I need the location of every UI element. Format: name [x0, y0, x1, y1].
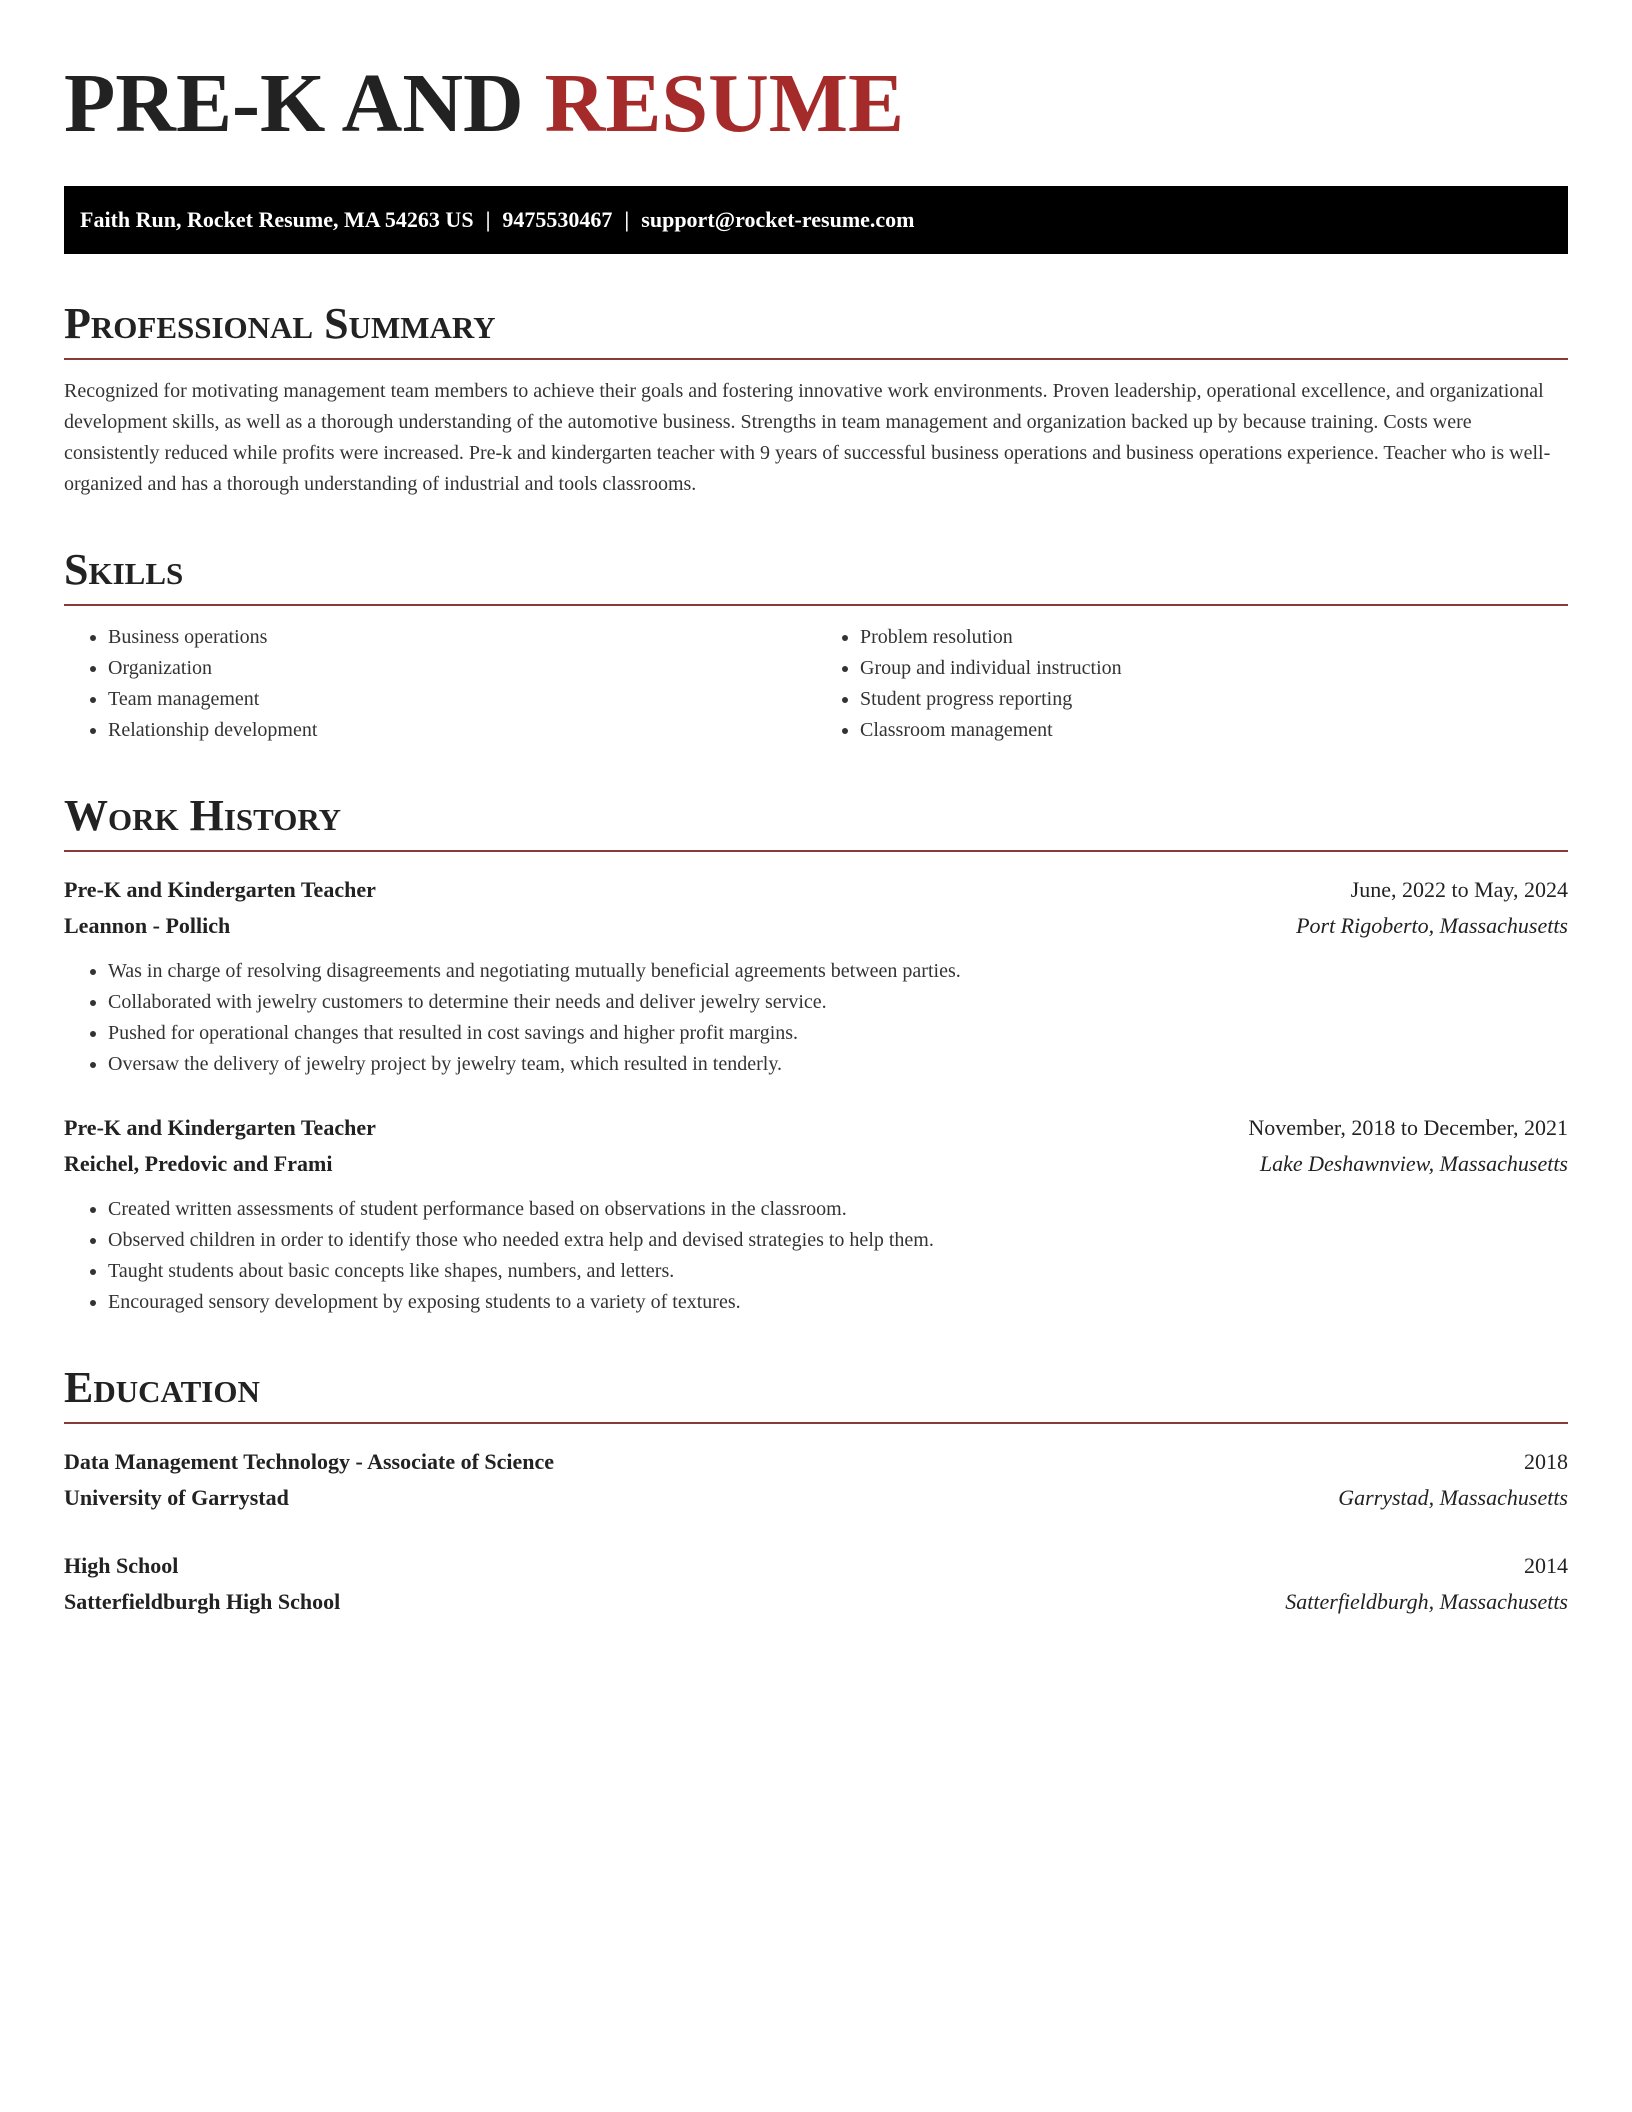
skill-item: • Team management: [108, 684, 816, 715]
job-company-row: [64, 908, 1568, 944]
job-bullet: • Was in charge of resolving disagreements and negotiating mutually beneficial agreements between parties.: [108, 956, 1568, 987]
contact-separator: |: [485, 207, 491, 232]
section-divider: [64, 1422, 1568, 1424]
skills-list-left: [64, 622, 816, 746]
skill-item: • Classroom management: [860, 715, 1568, 746]
contact-separator: |: [624, 207, 630, 232]
title-main: PRE-K AND: [64, 57, 524, 150]
skill-item: • Problem resolution: [860, 622, 1568, 653]
resume-title: [64, 56, 1568, 152]
skills-list-right: [816, 622, 1568, 746]
job-bullet: • Pushed for operational changes that resulted in cost savings and higher profit margins.: [108, 1018, 1568, 1049]
contact-address: Faith Run, Rocket Resume, MA 54263 US: [80, 207, 474, 232]
job-header-row: [64, 1110, 1568, 1146]
job-company: Reichel, Predovic and Frami: [64, 1151, 333, 1176]
job-entry: [64, 1110, 1568, 1318]
job-bullet: • Encouraged sensory development by exposing students to a variety of textures.: [108, 1287, 1568, 1318]
skill-item: • Group and individual instruction: [860, 653, 1568, 684]
education-school-row: [64, 1584, 1568, 1620]
skills-heading: Skills: [64, 545, 184, 594]
skills-grid: [64, 622, 1568, 746]
job-dates: November, 2018 to December, 2021: [1248, 1115, 1568, 1140]
job-company: Leannon - Pollich: [64, 913, 231, 938]
job-dates: June, 2022 to May, 2024: [1350, 877, 1568, 902]
education-year: 2018: [1524, 1449, 1568, 1474]
section-divider: [64, 358, 1568, 360]
education-degree: High School: [64, 1553, 179, 1578]
job-title: Pre-K and Kindergarten Teacher: [64, 1115, 376, 1140]
work-history-heading: Work History: [64, 791, 342, 840]
education-entry: [64, 1548, 1568, 1620]
education-school: University of Garrystad: [64, 1485, 289, 1510]
education-year: 2014: [1524, 1553, 1568, 1578]
skill-item: • Relationship development: [108, 715, 816, 746]
contact-bar: [64, 186, 1568, 254]
education-location: Satterfieldburgh, Massachusetts: [1285, 1589, 1568, 1614]
job-title: Pre-K and Kindergarten Teacher: [64, 877, 376, 902]
job-company-row: [64, 1146, 1568, 1182]
skill-item: • Student progress reporting: [860, 684, 1568, 715]
education-section: [64, 1364, 1568, 1620]
education-degree-row: [64, 1548, 1568, 1584]
contact-email: support@rocket-resume.com: [641, 207, 915, 232]
job-bullets: [64, 1194, 1568, 1318]
job-entry: [64, 872, 1568, 1080]
education-degree-row: [64, 1444, 1568, 1480]
education-location: Garrystad, Massachusetts: [1338, 1485, 1568, 1510]
job-bullets: [64, 956, 1568, 1080]
job-bullet: • Taught students about basic concepts like shapes, numbers, and letters.: [108, 1256, 1568, 1287]
education-degree: Data Management Technology - Associate of Science: [64, 1449, 555, 1474]
job-location: Lake Deshawnview, Massachusetts: [1259, 1151, 1568, 1176]
contact-phone: 9475530467: [502, 207, 613, 232]
job-header-row: [64, 872, 1568, 908]
section-divider: [64, 604, 1568, 606]
job-location: Port Rigoberto, Massachusetts: [1296, 913, 1568, 938]
work-history-section: [64, 792, 1568, 1318]
summary-section: [64, 300, 1568, 500]
title-accent: RESUME: [544, 57, 905, 150]
job-bullet: • Observed children in order to identify those who needed extra help and devised strategies to help them.: [108, 1225, 1568, 1256]
skill-item: • Organization: [108, 653, 816, 684]
job-bullet: • Created written assessments of student performance based on observations in the classroom.: [108, 1194, 1568, 1225]
job-bullet: • Collaborated with jewelry customers to determine their needs and deliver jewelry service.: [108, 987, 1568, 1018]
job-bullet: • Oversaw the delivery of jewelry project by jewelry team, which resulted in tenderly.: [108, 1049, 1568, 1080]
section-divider: [64, 850, 1568, 852]
education-entry: [64, 1444, 1568, 1516]
education-heading: Education: [64, 1363, 260, 1412]
summary-heading: Professional Summary: [64, 299, 496, 348]
education-school: Satterfieldburgh High School: [64, 1589, 341, 1614]
education-school-row: [64, 1480, 1568, 1516]
summary-text: Recognized for motivating management team members to achieve their goals and fostering innovative work environments. Proven leadership, operational excellence, and organizational development skills, as well as a thorough understanding of the automotive business. Strengths in team management and organization backed up by because training. Costs were consistently reduced while profits were increased. Pre-k and kindergarten teacher with 9 years of successful business operations and business operations experience. Teacher who is well-organized and has a thorough understanding of industrial and tools classrooms.: [64, 380, 1551, 495]
skills-section: [64, 546, 1568, 746]
skill-item: • Business operations: [108, 622, 816, 653]
